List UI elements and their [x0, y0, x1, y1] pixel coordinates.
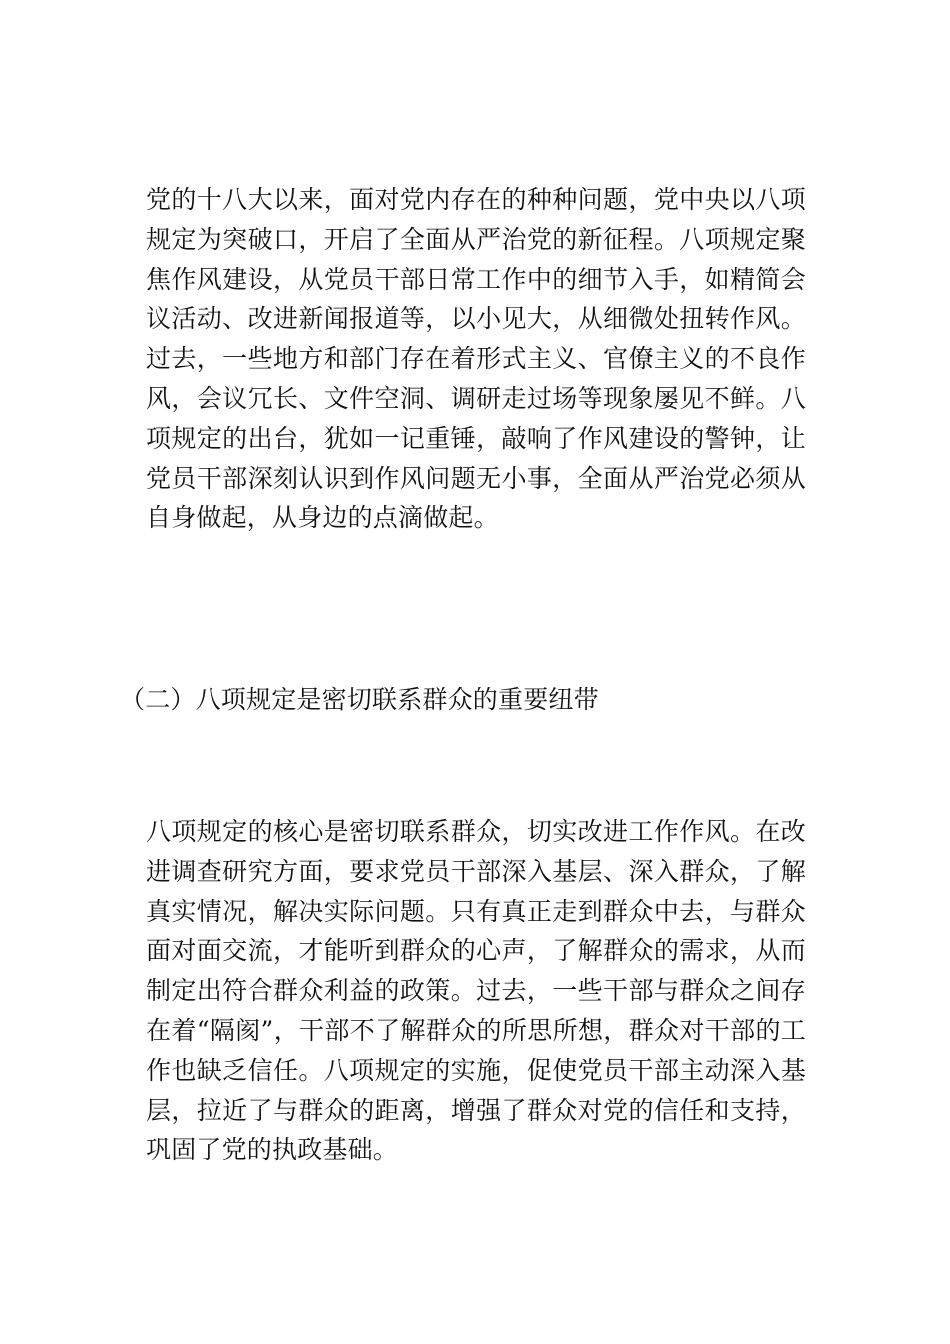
- section-heading: （二）八项规定是密切联系群众的重要纽带: [120, 685, 599, 714]
- body-paragraph-2: 八项规定的核心是密切联系群众，切实改进工作作风。在改进调查研究方面，要求党员干部深入基层、深入群众，了解真实情况，解决实际问题。只有真正走到群众中去，与群众面对面交流，才能听到群众的心声，了解群众的需求，从而制定出符合群众利益的政策。过去，一些干部与群众之间存在着“隔阂”，干部不了解群众的所思所想，群众对干部的工作也缺乏信任。八项规定的实施，促使党员干部主动深入基层，拉近了与群众的距离，增强了群众对党的信任和支持，巩固了党的执政基础。: [146, 817, 806, 1165]
- body-paragraph-1: 党的十八大以来，面对党内存在的种种问题，党中央以八项规定为突破口，开启了全面从严治党的新征程。八项规定聚焦作风建设，从党员干部日常工作中的细节入手，如精简会议活动、改进新闻报道等，以小见大，从细微处扭转作风。过去，一些地方和部门存在着形式主义、官僚主义的不良作风，会议冗长、文件空洞、调研走过场等现象屡见不鲜。八项规定的出台，犹如一记重锤，敲响了作风建设的警钟，让党员干部深刻认识到作风问题无小事，全面从严治党必须从自身做起，从身边的点滴做起。: [146, 185, 806, 533]
